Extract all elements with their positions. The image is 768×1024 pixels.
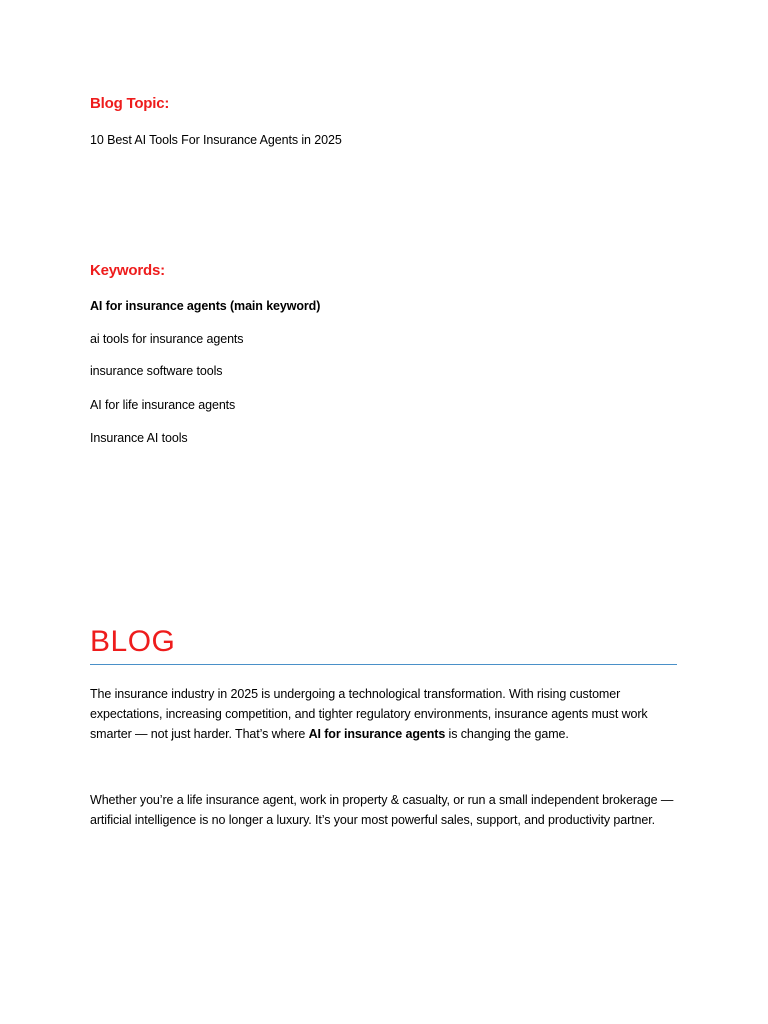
keyword-item: ai tools for insurance agents <box>90 332 244 346</box>
blog-topic-title: 10 Best AI Tools For Insurance Agents in 2025 <box>90 133 342 147</box>
intro-paragraph <box>90 684 680 744</box>
heading-underline <box>90 664 677 665</box>
blog-heading: BLOG <box>90 625 176 658</box>
intro-paragraph-text: The insurance industry in 2025 is undergoing a technological transformation. With rising customer expectations, increasing competition, and tighter regulatory environments, insurance agents must work smarter — not just harder. That’s where <box>90 687 648 741</box>
keyword-item: Insurance AI tools <box>90 431 188 445</box>
keyword-item: AI for life insurance agents <box>90 398 236 412</box>
second-paragraph: Whether you’re a life insurance agent, work in property & casualty, or run a small independent brokerage — artificial intelligence is no longer a luxury. It’s your most powerful sales, support, and productivity partner. <box>90 793 674 827</box>
intro-paragraph-keyword: AI for insurance agents <box>308 727 446 741</box>
intro-paragraph-ending: is changing the game. <box>445 727 569 741</box>
main-keyword: AI for insurance agents (main keyword) <box>90 299 321 313</box>
keyword-item: insurance software tools <box>90 364 223 378</box>
keywords-label: Keywords: <box>90 262 165 279</box>
blog-topic-label: Blog Topic: <box>90 95 170 112</box>
